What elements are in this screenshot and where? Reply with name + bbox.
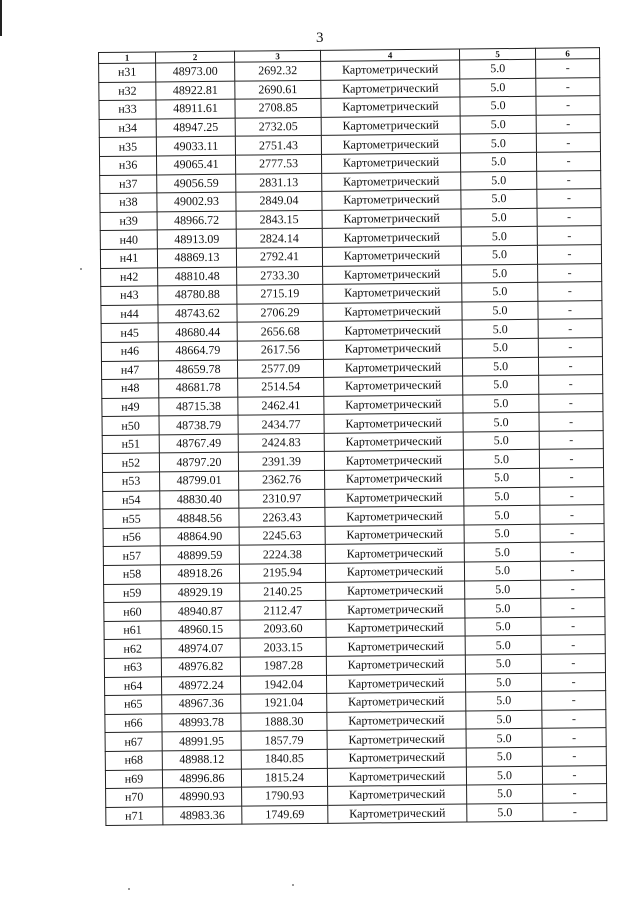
cell-y-coordinate: 2362.76 [239,470,325,489]
cell-x-coordinate: 49056.59 [157,174,236,193]
cell-point-id: н60 [104,602,161,621]
cell-accuracy: 5.0 [464,468,540,487]
cell-x-coordinate: 48899.59 [160,546,239,565]
cell-accuracy: 5.0 [466,729,542,748]
cell-point-id: н58 [103,565,160,584]
cell-point-id: н32 [99,82,156,101]
cell-x-coordinate: 48929.19 [161,583,240,602]
column-header-4: 4 [320,49,459,61]
cell-method: Картометрический [325,506,464,526]
cell-point-id: н70 [106,788,163,807]
cell-method: Картометрический [324,376,463,396]
cell-note: - [541,598,605,617]
cell-note: - [540,505,604,524]
cell-point-id: н62 [104,639,161,658]
cell-x-coordinate: 48972.24 [161,676,240,695]
cell-note: - [540,486,604,505]
cell-accuracy: 5.0 [460,152,536,171]
cell-accuracy: 5.0 [460,59,536,78]
cell-accuracy: 5.0 [465,654,541,673]
cell-point-id: н38 [100,193,157,212]
cell-point-id: н44 [101,305,158,324]
cell-accuracy: 5.0 [465,617,541,636]
cell-y-coordinate: 2224.38 [239,545,325,564]
cell-y-coordinate: 1840.85 [241,749,327,768]
cell-method: Картометрический [326,581,465,601]
cell-x-coordinate: 48848.56 [160,508,239,527]
cell-x-coordinate: 48767.49 [159,434,238,453]
cell-accuracy: 5.0 [462,282,538,301]
cell-note: - [542,765,606,784]
cell-method: Картометрический [327,767,466,787]
cell-note: - [538,263,602,282]
cell-accuracy: 5.0 [464,487,540,506]
cell-method: Картометрический [328,804,467,824]
cell-note: - [537,189,601,208]
cell-x-coordinate: 49065.41 [157,155,236,174]
cell-y-coordinate: 1857.79 [241,731,327,750]
cell-note: - [540,561,604,580]
cell-point-id: н40 [100,230,157,249]
cell-point-id: н41 [100,249,157,268]
cell-y-coordinate: 2777.53 [235,154,321,173]
cell-point-id: н52 [102,453,159,472]
cell-point-id: н47 [101,360,158,379]
cell-x-coordinate: 48988.12 [162,750,241,769]
cell-method: Картометрический [322,172,461,192]
cell-note: - [542,691,606,710]
cell-note: - [536,114,600,133]
cell-method: Картометрический [326,618,465,638]
cell-accuracy: 5.0 [467,803,543,822]
cell-y-coordinate: 2263.43 [239,508,325,527]
cell-accuracy: 5.0 [464,543,540,562]
cell-accuracy: 5.0 [464,561,540,580]
cell-note: - [541,672,605,691]
cell-x-coordinate: 48983.36 [163,806,242,825]
cell-point-id: н53 [103,472,160,491]
cell-method: Картометрический [324,413,463,433]
cell-y-coordinate: 2708.85 [235,99,321,118]
cell-x-coordinate: 48743.62 [158,304,237,323]
cell-note: - [536,133,600,152]
cell-note: - [536,77,600,96]
cell-y-coordinate: 2514.54 [238,377,324,396]
column-header-2: 2 [156,51,235,63]
cell-y-coordinate: 2424.83 [238,433,324,452]
cell-y-coordinate: 2617.56 [237,340,323,359]
cell-note: - [541,654,605,673]
cell-point-id: н71 [106,807,163,826]
cell-y-coordinate: 2706.29 [237,303,323,322]
table-body [99,59,607,826]
cell-accuracy: 5.0 [462,357,538,376]
cell-note: - [538,356,602,375]
cell-x-coordinate: 48830.40 [160,490,239,509]
cell-point-id: н42 [101,267,158,286]
cell-method: Картометрический [322,227,461,247]
cell-point-id: н57 [103,546,160,565]
column-header-3: 3 [234,50,320,62]
cell-y-coordinate: 2033.15 [240,638,326,657]
cell-x-coordinate: 48738.79 [159,415,238,434]
cell-x-coordinate: 49033.11 [156,137,235,156]
cell-method: Картометрический [328,785,467,805]
cell-x-coordinate: 48991.95 [162,732,241,751]
cell-point-id: н36 [100,156,157,175]
cell-y-coordinate: 2195.94 [239,563,325,582]
cell-note: - [538,300,602,319]
cell-method: Картометрический [324,432,463,452]
cell-x-coordinate: 48967.36 [162,694,241,713]
cell-note: - [539,431,603,450]
cell-y-coordinate: 2310.97 [239,489,325,508]
cell-note: - [543,802,607,821]
cell-y-coordinate: 2391.39 [238,452,324,471]
cell-x-coordinate: 48990.93 [163,787,242,806]
cell-y-coordinate: 2831.13 [236,173,322,192]
cell-note: - [540,542,604,561]
cell-note: - [537,245,601,264]
cell-y-coordinate: 1749.69 [242,805,328,824]
cell-accuracy: 5.0 [466,766,542,785]
cell-note: - [542,728,606,747]
cell-point-id: н67 [105,732,162,751]
cell-point-id: н51 [102,435,159,454]
cell-point-id: н39 [100,212,157,231]
scan-speck [128,888,130,890]
cell-y-coordinate: 2751.43 [235,136,321,155]
cell-point-id: н69 [105,769,162,788]
cell-x-coordinate: 48799.01 [160,471,239,490]
cell-accuracy: 5.0 [467,784,543,803]
cell-note: - [540,524,604,543]
column-header-1: 1 [99,52,156,64]
scan-speck [80,268,82,270]
cell-x-coordinate: 48966.72 [157,211,236,230]
cell-method: Картометрический [323,358,462,378]
cell-point-id: н61 [104,621,161,640]
cell-method: Картометрический [326,636,465,656]
cell-accuracy: 5.0 [466,710,542,729]
cell-method: Картометрический [321,60,460,80]
cell-note: - [539,449,603,468]
cell-accuracy: 5.0 [463,394,539,413]
cell-accuracy: 5.0 [465,636,541,655]
cell-accuracy: 5.0 [461,208,537,227]
cell-method: Картометрический [327,692,466,712]
cell-accuracy: 5.0 [462,320,538,339]
cell-x-coordinate: 48864.90 [160,527,239,546]
cell-point-id: н46 [101,342,158,361]
cell-y-coordinate: 2692.32 [235,61,321,80]
cell-method: Картометрический [323,302,462,322]
cell-method: Картометрический [322,190,461,210]
cell-method: Картометрический [325,488,464,508]
cell-point-id: н68 [105,751,162,770]
cell-accuracy: 5.0 [463,450,539,469]
cell-point-id: н66 [105,714,162,733]
cell-y-coordinate: 2715.19 [237,284,323,303]
cell-accuracy: 5.0 [465,673,541,692]
cell-y-coordinate: 1888.30 [241,712,327,731]
cell-point-id: н48 [102,379,159,398]
cell-point-id: н56 [103,528,160,547]
cell-point-id: н54 [103,491,160,510]
cell-x-coordinate: 48911.61 [156,99,235,118]
cell-y-coordinate: 1921.04 [241,694,327,713]
cell-point-id: н49 [102,398,159,417]
cell-x-coordinate: 48780.88 [158,285,237,304]
cell-method: Картометрический [325,562,464,582]
cell-accuracy: 5.0 [465,580,541,599]
cell-point-id: н59 [104,584,161,603]
cell-note: - [536,152,600,171]
cell-method: Картометрический [325,543,464,563]
cell-method: Картометрический [327,729,466,749]
cell-y-coordinate: 2577.09 [237,359,323,378]
cell-point-id: н35 [99,137,156,156]
cell-y-coordinate: 2733.30 [237,266,323,285]
cell-note: - [537,170,601,189]
cell-note: - [542,709,606,728]
coordinates-table [98,47,607,826]
cell-y-coordinate: 2140.25 [240,582,326,601]
cell-accuracy: 5.0 [461,171,537,190]
cell-note: - [537,226,601,245]
cell-y-coordinate: 2843.15 [236,210,322,229]
cell-accuracy: 5.0 [460,96,536,115]
cell-y-coordinate: 2462.41 [238,396,324,415]
cell-accuracy: 5.0 [465,598,541,617]
cell-point-id: н55 [103,509,160,528]
cell-accuracy: 5.0 [460,134,536,153]
cell-point-id: н33 [99,100,156,119]
cell-x-coordinate: 48810.48 [158,267,237,286]
cell-y-coordinate: 2792.41 [236,247,322,266]
cell-accuracy: 5.0 [462,338,538,357]
cell-y-coordinate: 1942.04 [240,675,326,694]
cell-point-id: н65 [105,695,162,714]
cell-x-coordinate: 48913.09 [157,230,236,249]
cell-y-coordinate: 2434.77 [238,415,324,434]
cell-method: Картометрический [327,748,466,768]
cell-method: Картометрический [322,209,461,229]
cell-method: Картометрический [326,599,465,619]
cell-accuracy: 5.0 [461,245,537,264]
cell-note: - [543,784,607,803]
cell-accuracy: 5.0 [462,301,538,320]
cell-note: - [539,412,603,431]
cell-method: Картометрический [326,655,465,675]
cell-x-coordinate: 48922.81 [156,81,235,100]
cell-point-id: н31 [99,63,156,82]
cell-note: - [536,96,600,115]
cell-x-coordinate: 48947.25 [156,118,235,137]
cell-x-coordinate: 48993.78 [162,713,241,732]
cell-note: - [541,579,605,598]
cell-x-coordinate: 48918.26 [160,564,239,583]
cell-method: Картометрический [321,97,460,117]
column-header-5: 5 [459,48,535,60]
cell-point-id: н50 [102,416,159,435]
cell-note: - [536,59,600,78]
cell-x-coordinate: 48681.78 [159,378,238,397]
cell-x-coordinate: 48680.44 [158,322,237,341]
cell-y-coordinate: 2112.47 [240,601,326,620]
cell-x-coordinate: 48974.07 [161,639,240,658]
cell-y-coordinate: 2732.05 [235,117,321,136]
cell-accuracy: 5.0 [461,189,537,208]
scan-speck [292,884,294,886]
cell-note: - [538,338,602,357]
cell-accuracy: 5.0 [464,524,540,543]
cell-method: Картометрический [327,711,466,731]
cell-method: Картометрический [323,265,462,285]
cell-accuracy: 5.0 [463,431,539,450]
cell-method: Картометрический [321,153,460,173]
cell-y-coordinate: 2849.04 [236,192,322,211]
cell-x-coordinate: 48940.87 [161,601,240,620]
cell-x-coordinate: 48960.15 [161,620,240,639]
cell-y-coordinate: 2690.61 [235,80,321,99]
cell-note: - [538,282,602,301]
cell-note: - [542,747,606,766]
cell-method: Картометрический [325,469,464,489]
cell-accuracy: 5.0 [466,691,542,710]
cell-y-coordinate: 2824.14 [236,229,322,248]
cell-method: Картометрический [321,79,460,99]
cell-method: Картометрический [325,525,464,545]
cell-point-id: н43 [101,286,158,305]
cell-note: - [541,635,605,654]
cell-accuracy: 5.0 [466,747,542,766]
cell-y-coordinate: 1815.24 [241,768,327,787]
cell-x-coordinate: 48976.82 [161,657,240,676]
cell-y-coordinate: 2245.63 [239,526,325,545]
cell-note: - [540,468,604,487]
cell-method: Картометрический [323,320,462,340]
cell-x-coordinate: 48973.00 [156,62,235,81]
cell-y-coordinate: 1987.28 [240,656,326,675]
cell-method: Картометрический [326,674,465,694]
cell-accuracy: 5.0 [463,413,539,432]
cell-accuracy: 5.0 [460,115,536,134]
cell-point-id: н37 [100,175,157,194]
cell-x-coordinate: 48664.79 [158,341,237,360]
cell-accuracy: 5.0 [464,506,540,525]
cell-x-coordinate: 48869.13 [157,248,236,267]
cell-accuracy: 5.0 [461,227,537,246]
cell-y-coordinate: 2656.68 [237,322,323,341]
cell-accuracy: 5.0 [463,375,539,394]
cell-method: Картометрический [321,134,460,154]
cell-point-id: н34 [99,119,156,138]
cell-method: Картометрический [321,116,460,136]
cell-note: - [541,616,605,635]
cell-method: Картометрический [323,339,462,359]
cell-x-coordinate: 48659.78 [158,360,237,379]
cell-x-coordinate: 48715.38 [159,397,238,416]
page-number: 3 [316,30,324,46]
cell-y-coordinate: 1790.93 [242,786,328,805]
cell-note: - [539,375,603,394]
cell-x-coordinate: 49002.93 [157,192,236,211]
cell-x-coordinate: 48797.20 [159,453,238,472]
cell-point-id: н64 [105,677,162,696]
column-header-6: 6 [535,48,599,60]
cell-point-id: н63 [104,658,161,677]
cell-x-coordinate: 48996.86 [162,769,241,788]
cell-point-id: н45 [101,323,158,342]
cell-y-coordinate: 2093.60 [240,619,326,638]
cell-accuracy: 5.0 [462,264,538,283]
cell-method: Картометрический [324,450,463,470]
cell-method: Картометрический [322,246,461,266]
cell-accuracy: 5.0 [460,78,536,97]
cell-note: - [539,393,603,412]
table-row [106,802,607,825]
cell-method: Картометрический [323,283,462,303]
cell-note: - [538,319,602,338]
cell-method: Картометрический [324,395,463,415]
cell-note: - [537,207,601,226]
